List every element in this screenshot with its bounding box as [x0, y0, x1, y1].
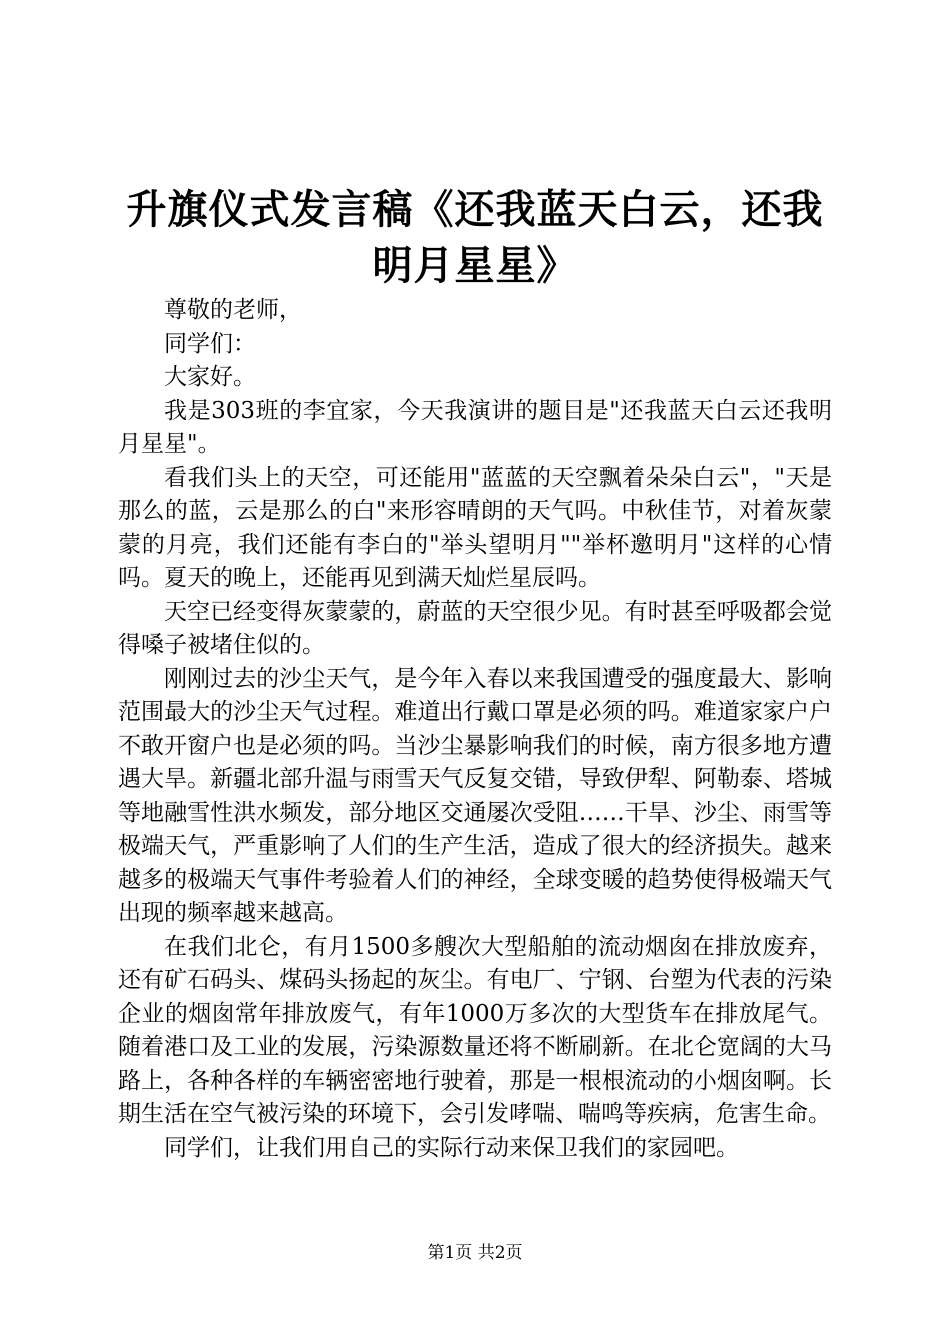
paragraph-introduction: 我是303班的李宜家，今天我演讲的题目是"还我蓝天白云还我明月星星"。	[118, 397, 832, 457]
document-title: 升旗仪式发言稿《还我蓝天白云，还我明月星星》	[126, 186, 824, 289]
paragraph-greeting: 大家好。	[164, 364, 256, 390]
paragraph-call-to-action: 同学们，让我们用自己的实际行动来保卫我们的家园吧。	[164, 1134, 739, 1161]
paragraph-salutation-teachers: 尊敬的老师，	[164, 297, 302, 323]
paragraph-sandstorm: 刚刚过去的沙尘天气，是今年入春以来我国遭受的强度最大、影响范围最大的沙尘天气过程。难道出行戴口罩是必须的吗。难道家家户户不敢开窗户也是必须的吗。当沙尘暴影响我们的时候，南方很多地方遭遇大旱。新疆北部升温与雨雪天气反复交错，导致伊犁、阿勒泰、塔城等地融雪性洪水频发，部分地区交通屡次受阻……干旱、沙尘、雨雪等极端天气，严重影响了人们的生产生活，造成了很大的经济损失。越来越多的极端天气事件考验着人们的神经，全球变暖的趋势使得极端天气出现的频率越来越高。	[118, 665, 832, 926]
document-body	[118, 294, 832, 1165]
paragraph-grey-sky: 天空已经变得灰蒙蒙的，蔚蓝的天空很少见。有时甚至呼吸都会觉得嗓子被堵住似的。	[118, 598, 832, 658]
page-number-footer: 第1页 共2页	[427, 1243, 523, 1263]
paragraph-salutation-students: 同学们：	[164, 330, 256, 357]
paragraph-sky-question: 看我们头上的天空，可还能用"蓝蓝的天空飘着朵朵白云"，"天是那么的蓝，云是那么的白"来形容晴朗的天气吗。中秋佳节，对着灰蒙蒙的月亮，我们还能有李白的"举头望明月""举杯邀明月"这样的心情吗。夏天的晚上，还能再见到满天灿烂星辰吗。	[118, 464, 832, 591]
paragraph-beilun-pollution: 在我们北仑，有月1500多艘次大型船舶的流动烟囱在排放废弃，还有矿石码头、煤码头扬起的灰尘。有电厂、宁钢、台塑为代表的污染企业的烟囱常年排放废气，有年1000万多次的大型货车在排放尾气。随着港口及工业的发展，污染源数量还将不断刷新。在北仑宽阔的大马路上，各种各样的车辆密密地行驶着，那是一根根流动的小烟囱啊。长期生活在空气被污染的环境下，会引发哮喘、喘鸣等疾病，危害生命。	[118, 933, 832, 1127]
